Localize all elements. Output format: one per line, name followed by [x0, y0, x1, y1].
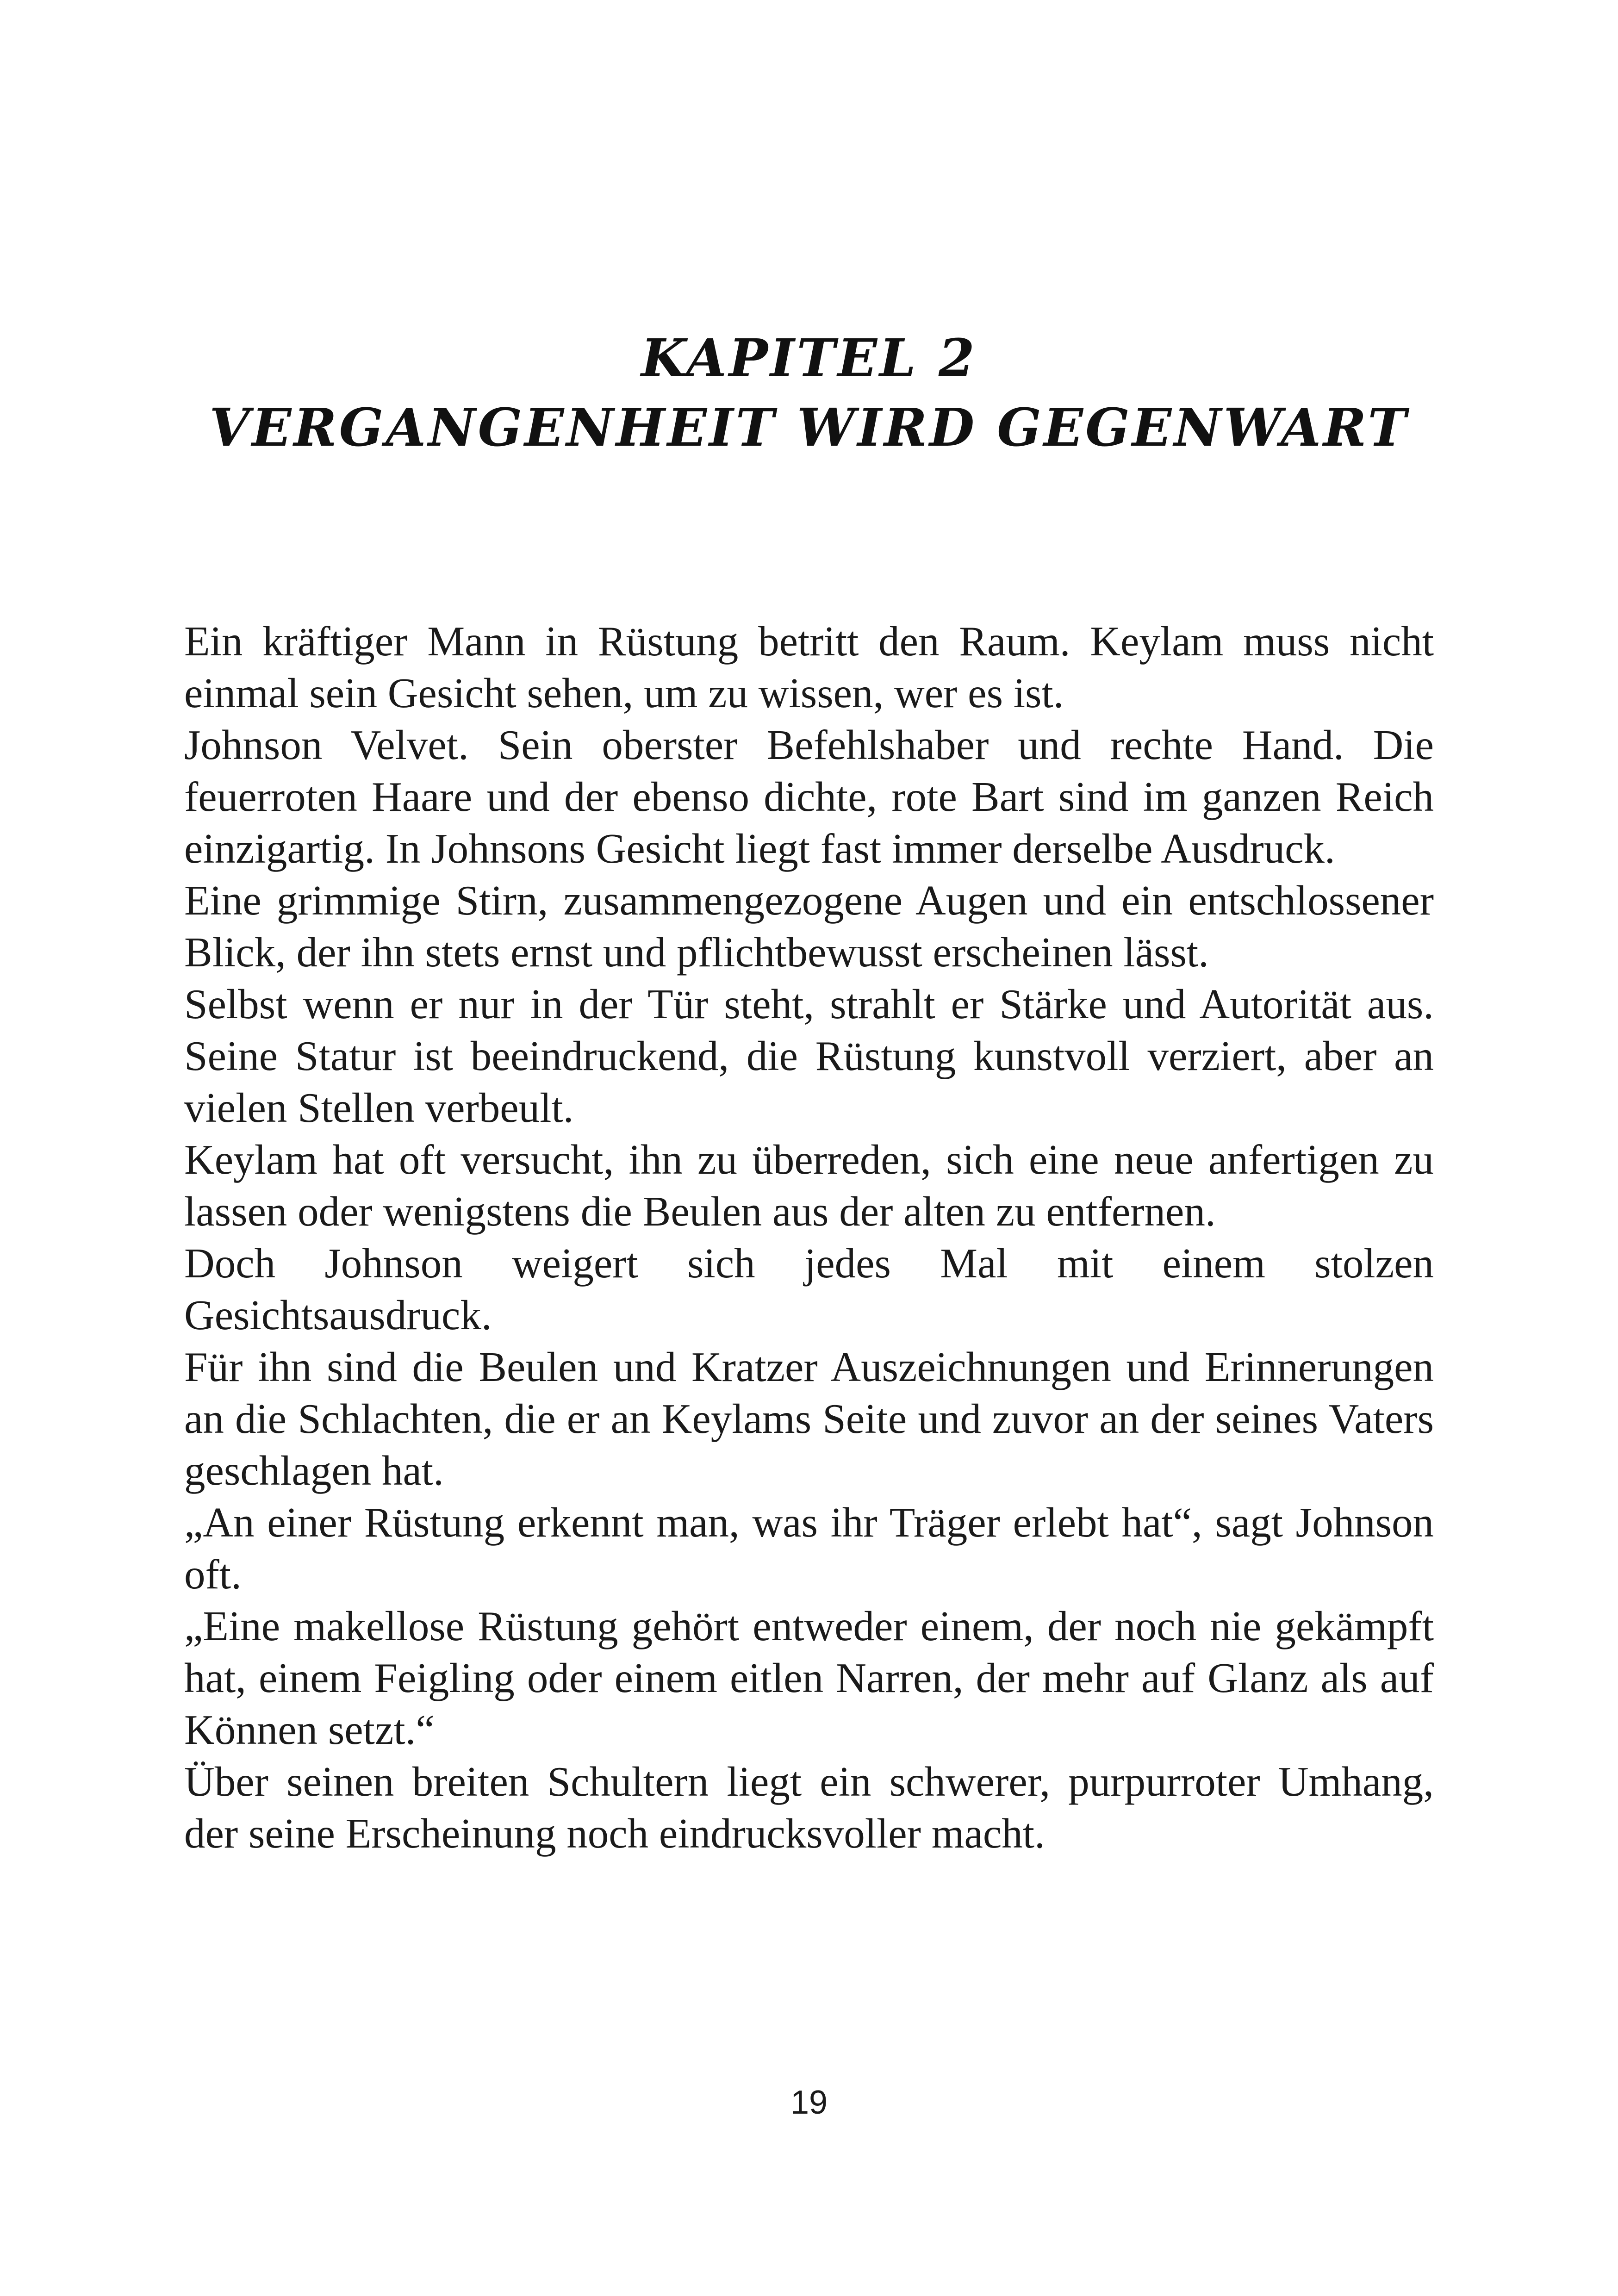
chapter-body — [184, 616, 1434, 1860]
paragraph: Johnson Velvet. Sein oberster Befehlshaber und rechte Hand. Die feuerroten Haare und der ebenso dichte, rote Bart sind im ganzen Reich einzigartig. In Johnsons Gesicht liegt fast immer derselbe Ausdruck. — [184, 722, 1434, 872]
paragraph: Über seinen breiten Schultern liegt ein schwerer, purpurroter Umhang, der seine Erscheinung noch eindrucksvoller macht. — [184, 1758, 1434, 1857]
chapter-number: KAPITEL 2 — [641, 328, 977, 389]
chapter-heading — [0, 324, 1618, 463]
page-number: 19 — [790, 2084, 828, 2121]
paragraph: Für ihn sind die Beulen und Kratzer Auszeichnungen und Erinnerungen an die Schlachten, die er an Keylams Seite und zuvor an der seines Vaters geschlagen hat. — [184, 1344, 1434, 1494]
chapter-title: VERGANGENHEIT WIRD GEGENWART — [209, 398, 1409, 458]
paragraph: „An einer Rüstung erkennt man, was ihr Träger erlebt hat“, sagt Johnson oft. — [184, 1499, 1434, 1598]
paragraph: Keylam hat oft versucht, ihn zu überreden, sich eine neue anfertigen zu lassen oder wenigstens die Beulen aus der alten zu entfernen. — [184, 1136, 1434, 1235]
paragraph: Ein kräftiger Mann in Rüstung betritt den Raum. Keylam muss nicht einmal sein Gesicht sehen, um zu wissen, wer es ist. — [184, 618, 1434, 716]
paragraph: Doch Johnson weigert sich jedes Mal mit einem stolzen Gesichtsausdruck. — [184, 1240, 1434, 1338]
paragraph: Eine grimmige Stirn, zusammengezogene Augen und ein entschlossener Blick, der ihn stets ernst und pflichtbewusst erscheinen lässt. — [184, 877, 1434, 976]
paragraph: „Eine makellose Rüstung gehört entweder einem, der noch nie gekämpft hat, einem Feigling oder einem eitlen Narren, der mehr auf Glanz als auf Können setzt.“ — [184, 1603, 1434, 1753]
paragraph: Selbst wenn er nur in der Tür steht, strahlt er Stärke und Autorität aus. Seine Statur ist beeindruckend, die Rüstung kunstvoll verziert, aber an vielen Stellen verbeult. — [184, 981, 1434, 1131]
